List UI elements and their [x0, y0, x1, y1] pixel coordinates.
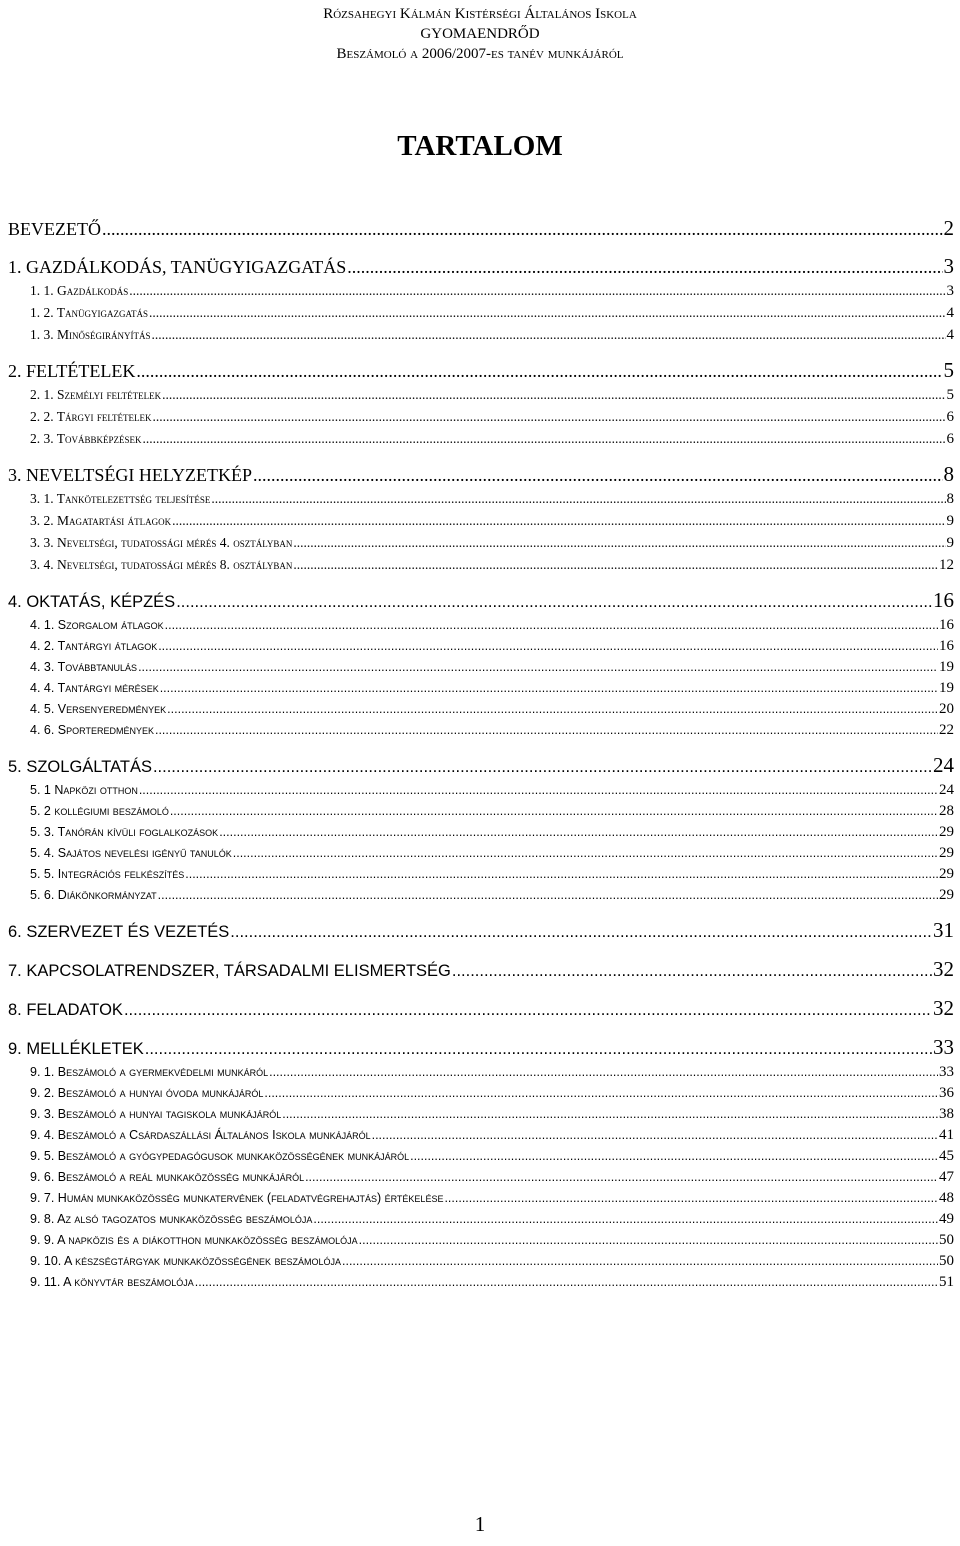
toc-subsection[interactable] [8, 822, 954, 843]
toc-subsection[interactable] [8, 324, 954, 346]
toc-leader-dots [153, 406, 946, 427]
toc-subsection-label: 4. 6. Sporteredmények [30, 723, 154, 737]
toc-subsection-label: 3. 4. Neveltségi, tudatossági mérés 8. osztályban [30, 557, 293, 572]
toc-subsection-label: 4. 5. Versenyeredmények [30, 702, 167, 716]
toc-subsection-page: 19 [939, 659, 954, 675]
toc-leader-dots [129, 280, 945, 301]
toc-section[interactable] [8, 358, 954, 384]
toc-subsection-label: 9. 8. Az alsó tagozatos munkaközösség beszámolója [30, 1212, 313, 1226]
toc-subsection[interactable] [8, 678, 954, 699]
toc-subsection-page: 16 [939, 638, 954, 654]
toc-subsection[interactable] [8, 720, 954, 741]
toc-subsection-page: 29 [939, 866, 954, 882]
toc-subsection-page: 5 [946, 387, 954, 403]
toc-section-label: 8. FELADATOK [8, 1001, 123, 1019]
section-gap [8, 450, 954, 462]
toc-subsection-page: 50 [939, 1253, 954, 1269]
toc-subsection-page: 12 [939, 557, 954, 573]
toc-subsection[interactable] [8, 554, 954, 576]
toc-leader-dots [305, 1167, 938, 1188]
toc-section-page: 2 [943, 216, 954, 240]
toc-section[interactable] [8, 753, 954, 780]
toc-subsection-page: 28 [939, 803, 954, 819]
toc-subsection[interactable] [8, 843, 954, 864]
toc-leader-dots [444, 1188, 938, 1209]
toc-section-label: 2. FELTÉTELEK [8, 361, 136, 381]
toc-subsection[interactable] [8, 615, 954, 636]
toc-section-label: 3. NEVELTSÉGI HELYZETKÉP [8, 465, 253, 485]
toc-subsection[interactable] [8, 1062, 954, 1083]
toc-subsection-label: 9. 4. Beszámoló a Csárdaszállási Általános Iskola munkájáról [30, 1128, 371, 1142]
toc-section[interactable] [8, 918, 954, 945]
toc-section[interactable] [8, 254, 954, 280]
toc-subsection[interactable] [8, 780, 954, 801]
toc-section-label: 7. KAPCSOLATRENDSZER, TÁRSADALMI ELISMERTSÉG [8, 962, 451, 980]
toc-leader-dots [342, 1251, 938, 1272]
toc-subsection-label: 1. 3. Minőségirányítás [30, 327, 151, 342]
toc-subsection-label: 9. 7. Humán munkaközösség munkatervének (feladatvégrehajtás) értékelése [30, 1191, 444, 1205]
toc-section-page: 33 [933, 1035, 954, 1059]
section-gap [8, 906, 954, 918]
section-gap [8, 984, 954, 996]
toc-subsection[interactable] [8, 510, 954, 532]
toc-subsection-label: 5. 6. Diákönkormányzat [30, 888, 157, 902]
toc-leader-dots [176, 590, 932, 615]
toc-leader-dots [264, 1083, 938, 1104]
toc-subsection-label: 9. 1. Beszámoló a gyermekvédelmi munkáról [30, 1065, 269, 1079]
toc-subsection-label: 1. 2. Tanügyigazgatás [30, 305, 148, 320]
toc-subsection-page: 41 [939, 1127, 954, 1143]
toc-section-label: BEVEZETŐ [8, 219, 101, 239]
toc-subsection-page: 49 [939, 1211, 954, 1227]
table-of-contents [8, 216, 954, 1293]
toc-subsection-label: 9. 6. Beszámoló a reál munkaközösség munkájáról [30, 1170, 305, 1184]
toc-subsection-label: 4. 3. Továbbtanulás [30, 660, 138, 674]
toc-section-page: 5 [943, 358, 954, 382]
toc-leader-dots [162, 384, 945, 405]
toc-subsection-page: 20 [939, 701, 954, 717]
toc-section[interactable] [8, 216, 954, 242]
page-number: 1 [474, 1512, 486, 1536]
page-header [0, 4, 960, 64]
toc-subsection-page: 29 [939, 845, 954, 861]
toc-subsection[interactable] [8, 699, 954, 720]
toc-subsection-page: 6 [946, 409, 954, 425]
toc-subsection-page: 36 [939, 1085, 954, 1101]
toc-leader-dots [139, 780, 938, 801]
toc-leader-dots [124, 998, 932, 1023]
toc-subsection-page: 22 [939, 722, 954, 738]
toc-section[interactable] [8, 957, 954, 984]
toc-subsection-label: 9. 2. Beszámoló a hunyai óvoda munkájáról [30, 1086, 264, 1100]
toc-subsection-page: 51 [939, 1274, 954, 1290]
toc-subsection[interactable] [8, 801, 954, 822]
toc-subsection-page: 16 [939, 617, 954, 633]
header-town: GYOMAENDRŐD [420, 26, 540, 42]
toc-subsection[interactable] [8, 1272, 954, 1293]
toc-subsection-label: 4. 4. Tantárgyi mérések [30, 681, 159, 695]
toc-subsection-label: 5. 4. Sajátos nevelési igényű tanulók [30, 846, 232, 860]
toc-subsection-label: 5. 3. Tanórán kívüli foglalkozások [30, 825, 219, 839]
toc-subsection[interactable] [8, 406, 954, 428]
toc-section-label: 9. MELLÉKLETEK [8, 1040, 144, 1058]
header-school-name: Rózsahegyi Kálmán Kistérségi Általános Iskola [323, 6, 637, 22]
toc-subsection-page: 29 [939, 824, 954, 840]
toc-leader-dots [359, 1230, 938, 1251]
toc-subsection-label: 4. 1. Szorgalom átlagok [30, 618, 164, 632]
toc-leader-dots [282, 1104, 938, 1125]
toc-leader-dots [149, 302, 946, 323]
toc-leader-dots [145, 1037, 932, 1062]
toc-subsection[interactable] [8, 1209, 954, 1230]
toc-subsection-label: 3. 3. Neveltségi, tudatossági mérés 4. osztályban [30, 535, 293, 550]
toc-subsection-label: 2. 2. Tárgyi feltételek [30, 409, 152, 424]
toc-leader-dots [230, 920, 932, 945]
toc-section-label: 5. SZOLGÁLTATÁS [8, 758, 152, 776]
toc-leader-dots [158, 885, 938, 906]
toc-leader-dots [136, 359, 942, 384]
section-gap [8, 576, 954, 588]
toc-subsection[interactable] [8, 302, 954, 324]
toc-subsection[interactable] [8, 384, 954, 406]
toc-section-label: 6. SZERVEZET ÉS VEZETÉS [8, 923, 230, 941]
toc-leader-dots [452, 959, 932, 984]
toc-section-page: 24 [933, 753, 954, 777]
toc-leader-dots [160, 678, 938, 699]
toc-subsection[interactable] [8, 1188, 954, 1209]
toc-leader-dots [170, 801, 938, 822]
toc-leader-dots [158, 636, 938, 657]
toc-subsection-page: 9 [946, 535, 954, 551]
page-title: TARTALOM [397, 130, 563, 162]
toc-leader-dots [185, 864, 938, 885]
toc-subsection[interactable] [8, 1083, 954, 1104]
section-gap [8, 1023, 954, 1035]
toc-subsection-page: 6 [946, 431, 954, 447]
toc-subsection[interactable] [8, 864, 954, 885]
section-gap [8, 346, 954, 358]
toc-leader-dots [138, 657, 938, 678]
toc-subsection-page: 48 [939, 1190, 954, 1206]
toc-leader-dots [410, 1146, 938, 1167]
toc-leader-dots [211, 488, 945, 509]
toc-subsection-label: 9. 11. A könyvtár beszámolója [30, 1275, 194, 1289]
toc-subsection-page: 33 [939, 1064, 954, 1080]
toc-leader-dots [155, 720, 938, 741]
toc-subsection-label: 9. 9. A napközis és a diákotthon munkaközösség beszámolója [30, 1233, 358, 1247]
section-gap [8, 945, 954, 957]
toc-section-page: 16 [933, 588, 954, 612]
toc-subsection-page: 19 [939, 680, 954, 696]
toc-leader-dots [293, 554, 938, 575]
toc-subsection-page: 3 [946, 283, 954, 299]
toc-subsection-page: 4 [946, 305, 954, 321]
toc-subsection-label: 5. 5. Integrációs felkészítés [30, 867, 185, 881]
toc-leader-dots [152, 324, 946, 345]
toc-subsection-page: 38 [939, 1106, 954, 1122]
toc-subsection-page: 45 [939, 1148, 954, 1164]
toc-subsection[interactable] [8, 280, 954, 302]
toc-section-page: 31 [933, 918, 954, 942]
toc-subsection-label: 3. 2. Magatartási átlagok [30, 513, 172, 528]
toc-subsection-page: 8 [946, 491, 954, 507]
toc-section[interactable] [8, 588, 954, 615]
toc-subsection[interactable] [8, 1104, 954, 1125]
toc-subsection-label: 9. 10. A készségtárgyak munkaközösségének beszámolója [30, 1254, 342, 1268]
toc-section[interactable] [8, 462, 954, 488]
section-gap [8, 242, 954, 254]
header-report-title: Beszámoló a 2006/2007-es tanév munkájáról [336, 46, 624, 62]
toc-subsection-label: 3. 1. Tankötelezettség teljesítése [30, 491, 211, 506]
toc-leader-dots [102, 217, 943, 242]
toc-subsection[interactable] [8, 1251, 954, 1272]
toc-leader-dots [195, 1272, 938, 1293]
toc-section-page: 32 [933, 957, 954, 981]
toc-section[interactable] [8, 996, 954, 1023]
toc-subsection[interactable] [8, 532, 954, 554]
toc-subsection[interactable] [8, 885, 954, 906]
toc-subsection-label: 2. 3. Továbbképzések [30, 431, 142, 446]
toc-subsection-label: 1. 1. Gazdálkodás [30, 283, 129, 298]
toc-subsection-page: 24 [939, 782, 954, 798]
toc-section-page: 8 [943, 462, 954, 486]
toc-subsection[interactable] [8, 1125, 954, 1146]
toc-leader-dots [219, 822, 938, 843]
toc-subsection[interactable] [8, 428, 954, 450]
toc-leader-dots [233, 843, 938, 864]
toc-subsection-page: 4 [946, 327, 954, 343]
toc-leader-dots [165, 615, 938, 636]
toc-subsection-label: 5. 2 kollégiumi beszámoló [30, 804, 169, 818]
toc-subsection-label: 9. 3. Beszámoló a hunyai tagiskola munkájáról [30, 1107, 282, 1121]
toc-subsection[interactable] [8, 488, 954, 510]
toc-subsection[interactable] [8, 1230, 954, 1251]
toc-leader-dots [269, 1062, 938, 1083]
toc-section[interactable] [8, 1035, 954, 1062]
toc-section-label: 4. OKTATÁS, KÉPZÉS [8, 593, 176, 611]
toc-subsection-label: 4. 2. Tantárgyi átlagok [30, 639, 158, 653]
toc-leader-dots [172, 510, 945, 531]
toc-subsection-label: 5. 1 Napközi otthon [30, 783, 138, 797]
toc-subsection-label: 2. 1. Személyi feltételek [30, 387, 162, 402]
toc-subsection-page: 29 [939, 887, 954, 903]
toc-subsection[interactable] [8, 1167, 954, 1188]
toc-subsection-page: 47 [939, 1169, 954, 1185]
toc-subsection[interactable] [8, 1146, 954, 1167]
toc-leader-dots [167, 699, 938, 720]
toc-subsection-label: 9. 5. Beszámoló a gyógypedagógusok munkaközösségének munkájáról [30, 1149, 410, 1163]
section-gap [8, 741, 954, 753]
toc-section-page: 32 [933, 996, 954, 1020]
toc-leader-dots [253, 463, 942, 488]
toc-leader-dots [143, 428, 946, 449]
toc-section-page: 3 [943, 254, 954, 278]
toc-leader-dots [293, 532, 945, 553]
toc-subsection-page: 50 [939, 1232, 954, 1248]
toc-leader-dots [313, 1209, 938, 1230]
toc-subsection[interactable] [8, 657, 954, 678]
toc-leader-dots [153, 755, 932, 780]
toc-subsection-page: 9 [946, 513, 954, 529]
toc-leader-dots [347, 255, 942, 280]
toc-section-label: 1. GAZDÁLKODÁS, TANÜGYIGAZGATÁS [8, 257, 347, 277]
toc-subsection[interactable] [8, 636, 954, 657]
toc-leader-dots [372, 1125, 938, 1146]
